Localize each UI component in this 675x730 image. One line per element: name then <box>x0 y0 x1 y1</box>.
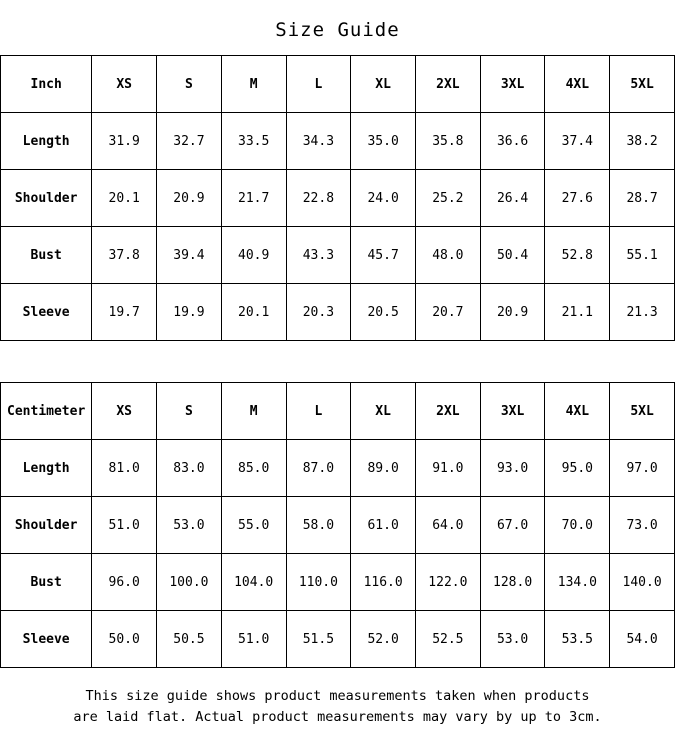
cell-value: 32.7 <box>157 113 222 170</box>
size-header-s: S <box>157 56 222 113</box>
cell-value: 93.0 <box>480 440 545 497</box>
table-row <box>1 440 675 497</box>
cell-value: 21.3 <box>610 284 675 341</box>
cell-value: 34.3 <box>286 113 351 170</box>
size-header-4xl: 4XL <box>545 383 610 440</box>
table-row <box>1 113 675 170</box>
cell-value: 58.0 <box>286 497 351 554</box>
size-header-3xl: 3XL <box>480 383 545 440</box>
size-table-inch <box>0 55 675 341</box>
cell-value: 37.8 <box>92 227 157 284</box>
cell-value: 100.0 <box>157 554 222 611</box>
table-row <box>1 284 675 341</box>
size-header-xl: XL <box>351 383 416 440</box>
cell-value: 36.6 <box>480 113 545 170</box>
cell-value: 54.0 <box>610 611 675 668</box>
cell-value: 26.4 <box>480 170 545 227</box>
cell-value: 51.0 <box>221 611 286 668</box>
cell-value: 48.0 <box>416 227 481 284</box>
table-header-row <box>1 383 675 440</box>
measure-label-shoulder: Shoulder <box>1 497 92 554</box>
unit-label-centimeter: Centimeter <box>1 383 92 440</box>
cell-value: 128.0 <box>480 554 545 611</box>
cell-value: 21.7 <box>221 170 286 227</box>
cell-value: 64.0 <box>416 497 481 554</box>
cell-value: 35.8 <box>416 113 481 170</box>
cell-value: 85.0 <box>221 440 286 497</box>
measure-label-shoulder: Shoulder <box>1 170 92 227</box>
cell-value: 134.0 <box>545 554 610 611</box>
size-header-m: M <box>221 383 286 440</box>
cell-value: 50.0 <box>92 611 157 668</box>
cell-value: 73.0 <box>610 497 675 554</box>
size-header-xl: XL <box>351 56 416 113</box>
cell-value: 55.0 <box>221 497 286 554</box>
cell-value: 51.5 <box>286 611 351 668</box>
cell-value: 20.9 <box>480 284 545 341</box>
cell-value: 52.8 <box>545 227 610 284</box>
measure-label-sleeve: Sleeve <box>1 284 92 341</box>
cell-value: 22.8 <box>286 170 351 227</box>
cell-value: 140.0 <box>610 554 675 611</box>
measure-label-sleeve: Sleeve <box>1 611 92 668</box>
table-row <box>1 170 675 227</box>
cell-value: 53.0 <box>480 611 545 668</box>
cell-value: 45.7 <box>351 227 416 284</box>
size-header-l: L <box>286 56 351 113</box>
cell-value: 19.9 <box>157 284 222 341</box>
size-header-5xl: 5XL <box>610 383 675 440</box>
cell-value: 28.7 <box>610 170 675 227</box>
cell-value: 96.0 <box>92 554 157 611</box>
cell-value: 19.7 <box>92 284 157 341</box>
cell-value: 83.0 <box>157 440 222 497</box>
cell-value: 38.2 <box>610 113 675 170</box>
size-table-centimeter <box>0 382 675 668</box>
cell-value: 25.2 <box>416 170 481 227</box>
size-header-xs: XS <box>92 383 157 440</box>
size-header-2xl: 2XL <box>416 56 481 113</box>
cell-value: 20.9 <box>157 170 222 227</box>
table-row <box>1 554 675 611</box>
size-header-3xl: 3XL <box>480 56 545 113</box>
cell-value: 51.0 <box>92 497 157 554</box>
cell-value: 33.5 <box>221 113 286 170</box>
cell-value: 24.0 <box>351 170 416 227</box>
cell-value: 20.3 <box>286 284 351 341</box>
cell-value: 81.0 <box>92 440 157 497</box>
footer-line-2: are laid flat. Actual product measurements may vary by up to 3cm. <box>73 709 602 725</box>
table-separator <box>0 341 675 382</box>
size-header-4xl: 4XL <box>545 56 610 113</box>
measure-label-bust: Bust <box>1 227 92 284</box>
table-header-row <box>1 56 675 113</box>
table-row <box>1 227 675 284</box>
cell-value: 89.0 <box>351 440 416 497</box>
cell-value: 67.0 <box>480 497 545 554</box>
cell-value: 50.4 <box>480 227 545 284</box>
cell-value: 55.1 <box>610 227 675 284</box>
cell-value: 21.1 <box>545 284 610 341</box>
measure-label-length: Length <box>1 440 92 497</box>
cell-value: 39.4 <box>157 227 222 284</box>
cell-value: 52.5 <box>416 611 481 668</box>
unit-label-inch: Inch <box>1 56 92 113</box>
cell-value: 104.0 <box>221 554 286 611</box>
cell-value: 31.9 <box>92 113 157 170</box>
cell-value: 52.0 <box>351 611 416 668</box>
cell-value: 116.0 <box>351 554 416 611</box>
cell-value: 97.0 <box>610 440 675 497</box>
cell-value: 20.5 <box>351 284 416 341</box>
footer-note <box>0 668 675 728</box>
table-row <box>1 497 675 554</box>
cell-value: 37.4 <box>545 113 610 170</box>
cell-value: 91.0 <box>416 440 481 497</box>
table-row <box>1 611 675 668</box>
cell-value: 20.1 <box>92 170 157 227</box>
size-header-5xl: 5XL <box>610 56 675 113</box>
measure-label-length: Length <box>1 113 92 170</box>
size-header-xs: XS <box>92 56 157 113</box>
size-header-l: L <box>286 383 351 440</box>
size-header-s: S <box>157 383 222 440</box>
cell-value: 53.0 <box>157 497 222 554</box>
cell-value: 70.0 <box>545 497 610 554</box>
cell-value: 61.0 <box>351 497 416 554</box>
cell-value: 40.9 <box>221 227 286 284</box>
page-title: Size Guide <box>275 19 400 41</box>
cell-value: 20.1 <box>221 284 286 341</box>
measure-label-bust: Bust <box>1 554 92 611</box>
cell-value: 35.0 <box>351 113 416 170</box>
cell-value: 87.0 <box>286 440 351 497</box>
cell-value: 110.0 <box>286 554 351 611</box>
footer-line-1: This size guide shows product measurements taken when products <box>85 688 590 704</box>
cell-value: 27.6 <box>545 170 610 227</box>
cell-value: 95.0 <box>545 440 610 497</box>
size-header-2xl: 2XL <box>416 383 481 440</box>
cell-value: 122.0 <box>416 554 481 611</box>
cell-value: 43.3 <box>286 227 351 284</box>
cell-value: 20.7 <box>416 284 481 341</box>
size-header-m: M <box>221 56 286 113</box>
cell-value: 50.5 <box>157 611 222 668</box>
cell-value: 53.5 <box>545 611 610 668</box>
